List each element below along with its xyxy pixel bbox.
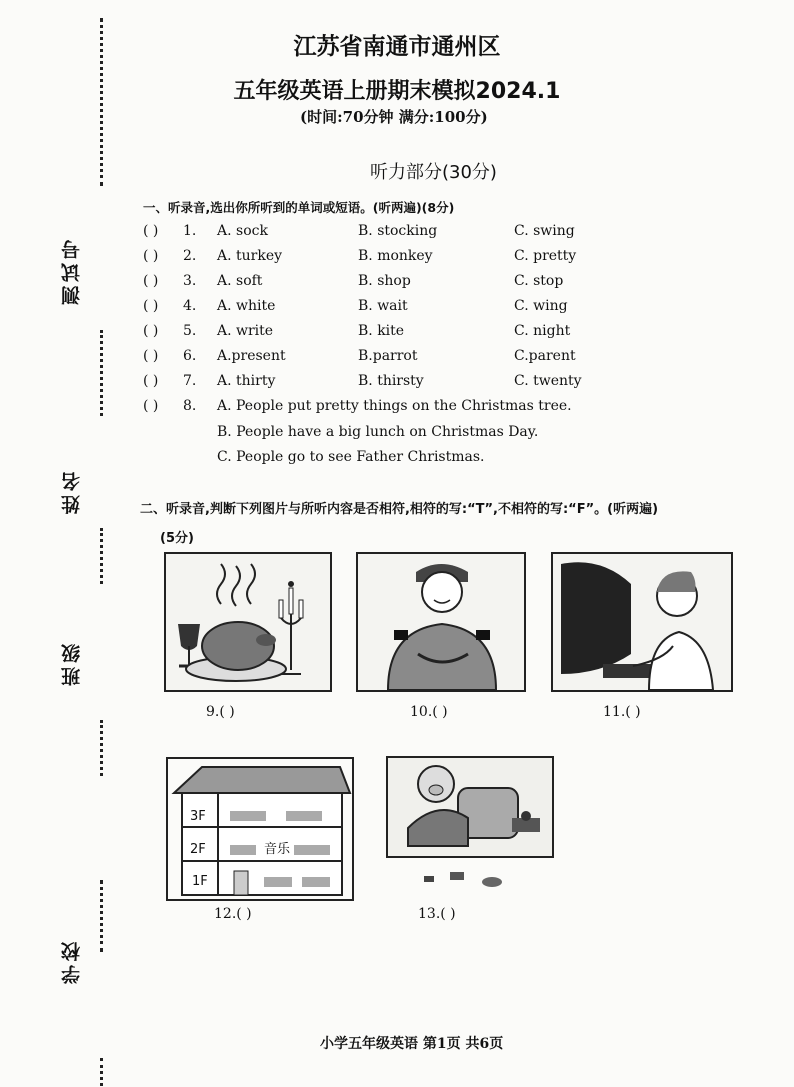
option-a: A. thirty	[217, 373, 276, 389]
option-a: A. soft	[217, 273, 263, 289]
binding-dots-4	[100, 720, 103, 776]
option-b: B. shop	[358, 273, 411, 289]
section-title: 听力部分(30分)	[370, 162, 497, 183]
question-number: 3.	[183, 273, 197, 289]
binding-dots-3	[100, 528, 103, 584]
question-2-heading: 二、听录音,判断下列图片与所听内容是否相符,相符的写:“T”,不相符的写:“F”。(听两遍)	[140, 502, 659, 517]
option-a: A. write	[217, 323, 274, 339]
option-b: B. wait	[358, 298, 408, 314]
option-b: B. stocking	[358, 223, 438, 239]
floor-1-label: 1F	[192, 874, 208, 889]
floor-3-label: 3F	[190, 809, 206, 824]
item-label: 13.( )	[418, 906, 456, 922]
option-a: A. People put pretty things on the Christmas tree.	[217, 398, 572, 414]
option-a: A.present	[217, 348, 286, 364]
option-c: C. pretty	[514, 248, 577, 264]
question-number: 2.	[183, 248, 197, 264]
option-a: A. turkey	[217, 248, 283, 264]
exam-title: 五年级英语上册期末模拟2024.1	[233, 79, 561, 104]
answer-blank[interactable]: ( )	[143, 348, 159, 364]
option-c: C.parent	[514, 348, 576, 364]
item-label: 11.( )	[603, 704, 641, 720]
question-number: 7.	[183, 373, 197, 389]
answer-blank[interactable]: ( )	[143, 223, 159, 239]
picture-building	[166, 757, 354, 901]
binding-dots-6	[100, 1058, 103, 1086]
answer-blank[interactable]: ( )	[143, 373, 159, 389]
option-c: C. twenty	[514, 373, 582, 389]
option-b: B. thirsty	[358, 373, 424, 389]
option-c: C. night	[514, 323, 571, 339]
question-2-score: (5分)	[160, 531, 194, 546]
option-c: C. wing	[514, 298, 568, 314]
school-label: 学校	[61, 938, 83, 984]
question-number: 5.	[183, 323, 197, 339]
option-c: C. People go to see Father Christmas.	[217, 449, 485, 465]
option-b: B. monkey	[358, 248, 433, 264]
page-footer: 小学五年级英语 第1页 共6页	[320, 1036, 504, 1052]
item-label: 9.( )	[206, 704, 235, 720]
exam-time-score: (时间:70分钟 满分:100分)	[300, 108, 488, 126]
answer-blank[interactable]: ( )	[143, 398, 159, 414]
binding-dots-2	[100, 330, 103, 416]
option-b: B.parrot	[358, 348, 418, 364]
answer-blank[interactable]: ( )	[143, 248, 159, 264]
picture-pig-sofa	[386, 756, 554, 858]
picture-worker	[356, 552, 526, 692]
answer-blank[interactable]: ( )	[143, 273, 159, 289]
test-number-label: 测试号	[61, 236, 83, 305]
question-number: 1.	[183, 223, 197, 239]
question-number: 4.	[183, 298, 197, 314]
name-label: 姓名	[61, 468, 83, 514]
item-label: 10.( )	[410, 704, 448, 720]
answer-blank[interactable]: ( )	[143, 323, 159, 339]
picture-boy-computer	[551, 552, 733, 692]
floor-2-label: 2F	[190, 842, 206, 857]
option-a: A. white	[217, 298, 276, 314]
binding-dots-5	[100, 880, 103, 952]
option-c: C. swing	[514, 223, 575, 239]
question-1-heading: 一、听录音,选出你所听到的单词或短语。(听两遍)(8分)	[143, 200, 455, 215]
option-c: C. stop	[514, 273, 564, 289]
picture-turkey-dinner	[164, 552, 332, 692]
exam-region-title: 江苏省南通市通州区	[293, 34, 501, 60]
item-label: 12.( )	[214, 906, 252, 922]
class-label: 班级	[61, 640, 83, 686]
question-number: 6.	[183, 348, 197, 364]
option-a: A. sock	[217, 223, 268, 239]
option-b: B. kite	[358, 323, 405, 339]
option-b: B. People have a big lunch on Christmas Day.	[217, 424, 539, 440]
answer-blank[interactable]: ( )	[143, 298, 159, 314]
question-number: 8.	[183, 398, 197, 414]
floor-litter	[420, 868, 510, 890]
music-room-label: 音乐	[264, 842, 291, 857]
